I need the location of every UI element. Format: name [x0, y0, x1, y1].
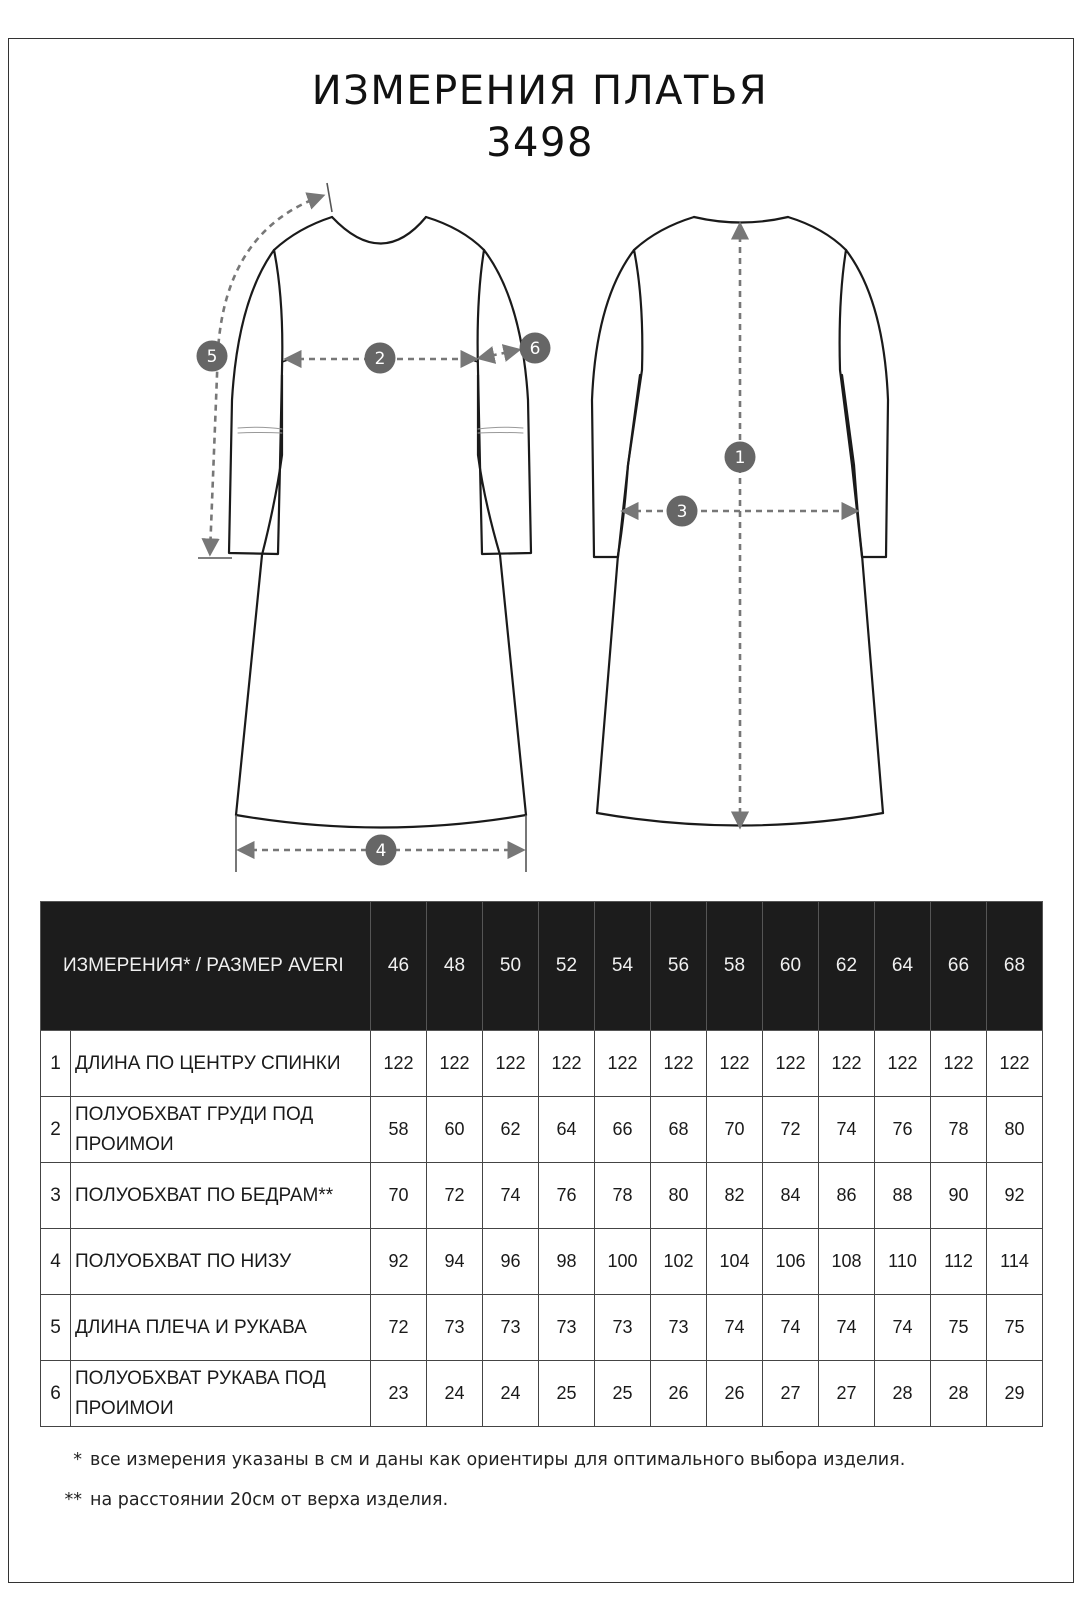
table-cell: 92	[987, 1163, 1043, 1229]
table-cell: 73	[539, 1295, 595, 1361]
front-right-side	[478, 375, 526, 815]
table-cell: 25	[595, 1361, 651, 1427]
front-left-shoulder	[274, 217, 332, 250]
table-row	[41, 1361, 1043, 1427]
table-row	[41, 1163, 1043, 1229]
table-cell: 27	[763, 1361, 819, 1427]
table-cell: 28	[875, 1361, 931, 1427]
table-cell: 96	[483, 1229, 539, 1295]
footnote-1-text: все измерения указаны в см и даны как ориентиры для оптимального выбора изделия.	[90, 1450, 906, 1470]
table-cell: 78	[931, 1097, 987, 1163]
table-cell: 73	[483, 1295, 539, 1361]
table-cell: 90	[931, 1163, 987, 1229]
table-cell: 76	[875, 1097, 931, 1163]
table-cell: 75	[931, 1295, 987, 1361]
table-cell: 102	[651, 1229, 707, 1295]
table-cell: 92	[371, 1229, 427, 1295]
size-header-66: 66	[931, 902, 987, 1031]
table-cell: 62	[483, 1097, 539, 1163]
table-cell: 27	[819, 1361, 875, 1427]
badge-6-label: 6	[529, 339, 541, 359]
table-cell: 24	[427, 1361, 483, 1427]
badge-5-label: 5	[206, 347, 218, 367]
table-cell: 110	[875, 1229, 931, 1295]
table-cell: 75	[987, 1295, 1043, 1361]
badge-1	[725, 442, 756, 473]
table-cell: 122	[987, 1031, 1043, 1097]
table-cell: 70	[707, 1097, 763, 1163]
back-left-side	[597, 375, 640, 813]
row-label-line: ПОЛУОБХВАТ ПО НИЗУ	[75, 1250, 292, 1272]
table-cell: 122	[595, 1031, 651, 1097]
row-number: 1	[41, 1031, 71, 1097]
table-cell: 72	[371, 1295, 427, 1361]
table-cell: 29	[987, 1361, 1043, 1427]
back-left-sleeve	[592, 250, 642, 557]
row-label	[71, 1163, 371, 1229]
table-cell: 122	[819, 1031, 875, 1097]
row-label-line: ПОЛУОБХВАТ РУКАВА ПОД	[75, 1367, 326, 1389]
size-header-68: 68	[987, 902, 1043, 1031]
table-cell: 108	[819, 1229, 875, 1295]
row-label-line: ПОЛУОБХВАТ ПО БЕДРАМ**	[75, 1184, 334, 1206]
table-cell: 122	[651, 1031, 707, 1097]
dress-front	[229, 217, 531, 828]
back-neckline	[694, 217, 788, 223]
table-cell: 73	[595, 1295, 651, 1361]
size-header-48: 48	[427, 902, 483, 1031]
front-left-sleeve	[229, 250, 282, 554]
front-right-shoulder	[426, 217, 484, 250]
table-cell: 100	[595, 1229, 651, 1295]
front-neckline	[332, 217, 426, 244]
table-row	[41, 1295, 1043, 1361]
size-header-52: 52	[539, 902, 595, 1031]
table-cell: 86	[819, 1163, 875, 1229]
table-cell: 104	[707, 1229, 763, 1295]
row-number: 3	[41, 1163, 71, 1229]
table-cell: 122	[427, 1031, 483, 1097]
row-label-line: ДЛИНА ПЛЕЧА И РУКАВА	[75, 1316, 307, 1338]
table-cell: 23	[371, 1361, 427, 1427]
table-cell: 122	[931, 1031, 987, 1097]
row-label	[71, 1229, 371, 1295]
row-label-line: ПРОИМОИ	[75, 1397, 174, 1419]
size-header-54: 54	[595, 902, 651, 1031]
header-label: ИЗМЕРЕНИЯ* / РАЗМЕР AVERI	[41, 902, 371, 1031]
table-row	[41, 1229, 1043, 1295]
size-table	[40, 901, 1043, 1427]
table-cell: 74	[707, 1295, 763, 1361]
table-cell: 68	[651, 1097, 707, 1163]
table-cell: 122	[875, 1031, 931, 1097]
table-cell: 82	[707, 1163, 763, 1229]
row-label-line: ПОЛУОБХВАТ ГРУДИ ПОД	[75, 1103, 314, 1125]
badge-5	[197, 341, 228, 372]
table-cell: 72	[427, 1163, 483, 1229]
table-cell: 74	[819, 1097, 875, 1163]
front-left-side	[236, 375, 282, 815]
table-cell: 26	[651, 1361, 707, 1427]
table-cell: 98	[539, 1229, 595, 1295]
table-cell: 122	[483, 1031, 539, 1097]
table-cell: 25	[539, 1361, 595, 1427]
table-cell: 80	[651, 1163, 707, 1229]
table-cell: 112	[931, 1229, 987, 1295]
table-row	[41, 1031, 1043, 1097]
size-header-64: 64	[875, 902, 931, 1031]
row-number: 4	[41, 1229, 71, 1295]
row-label	[71, 1031, 371, 1097]
table-cell: 80	[987, 1097, 1043, 1163]
table-cell: 106	[763, 1229, 819, 1295]
front-hem	[236, 815, 526, 828]
back-right-shoulder	[788, 217, 846, 250]
table-cell: 66	[595, 1097, 651, 1163]
footnote-2	[52, 1490, 448, 1510]
table-cell: 122	[371, 1031, 427, 1097]
row-label	[71, 1295, 371, 1361]
size-header-56: 56	[651, 902, 707, 1031]
footnote-2-mark: **	[64, 1490, 82, 1510]
measurement-lines	[210, 196, 856, 850]
table-cell: 94	[427, 1229, 483, 1295]
size-header-46: 46	[371, 902, 427, 1031]
table-cell: 122	[763, 1031, 819, 1097]
size-header-58: 58	[707, 902, 763, 1031]
size-header-50: 50	[483, 902, 539, 1031]
badge-2-label: 2	[374, 349, 386, 369]
table-cell: 114	[987, 1229, 1043, 1295]
model-number: 3498	[486, 120, 594, 166]
page-title: ИЗМЕРЕНИЯ ПЛАТЬЯ	[311, 68, 769, 114]
table-cell: 73	[427, 1295, 483, 1361]
table-row	[41, 1097, 1043, 1163]
table-cell: 88	[875, 1163, 931, 1229]
table-cell: 122	[539, 1031, 595, 1097]
badge-4	[366, 835, 397, 866]
table-cell: 60	[427, 1097, 483, 1163]
row-label	[71, 1097, 371, 1163]
table-cell: 74	[875, 1295, 931, 1361]
table-cell: 122	[707, 1031, 763, 1097]
size-header-62: 62	[819, 902, 875, 1031]
badge-1-label: 1	[734, 448, 746, 468]
row-number: 6	[41, 1361, 71, 1427]
table-cell: 72	[763, 1097, 819, 1163]
badge-3	[667, 496, 698, 527]
table-cell: 74	[763, 1295, 819, 1361]
badge-3-label: 3	[676, 502, 688, 522]
measure-line-6	[480, 350, 518, 358]
table-cell: 64	[539, 1097, 595, 1163]
row-label-line: ПРОИМОИ	[75, 1133, 174, 1155]
table-cell: 26	[707, 1361, 763, 1427]
footnote-2-text: на расстоянии 20см от верха изделия.	[90, 1490, 449, 1510]
table-cell: 24	[483, 1361, 539, 1427]
table-cell: 73	[651, 1295, 707, 1361]
table-header-row	[41, 902, 1043, 1031]
badge-4-label: 4	[375, 841, 387, 861]
row-label	[71, 1361, 371, 1427]
badge-2	[365, 343, 396, 374]
row-label-line: ДЛИНА ПО ЦЕНТРУ СПИНКИ	[75, 1052, 341, 1074]
row-number: 5	[41, 1295, 71, 1361]
measure-line-5	[210, 196, 322, 553]
footnote-1	[52, 1450, 905, 1470]
table-cell: 78	[595, 1163, 651, 1229]
table-cell: 58	[371, 1097, 427, 1163]
table-cell: 74	[483, 1163, 539, 1229]
table-cell: 70	[371, 1163, 427, 1229]
table-cell: 84	[763, 1163, 819, 1229]
table-cell: 28	[931, 1361, 987, 1427]
size-header-60: 60	[763, 902, 819, 1031]
row-number: 2	[41, 1097, 71, 1163]
back-left-shoulder	[634, 217, 694, 250]
table-cell: 74	[819, 1295, 875, 1361]
front-right-sleeve	[478, 250, 531, 554]
footnote-1-mark: *	[73, 1450, 82, 1470]
badge-6	[520, 333, 551, 364]
table-cell: 76	[539, 1163, 595, 1229]
